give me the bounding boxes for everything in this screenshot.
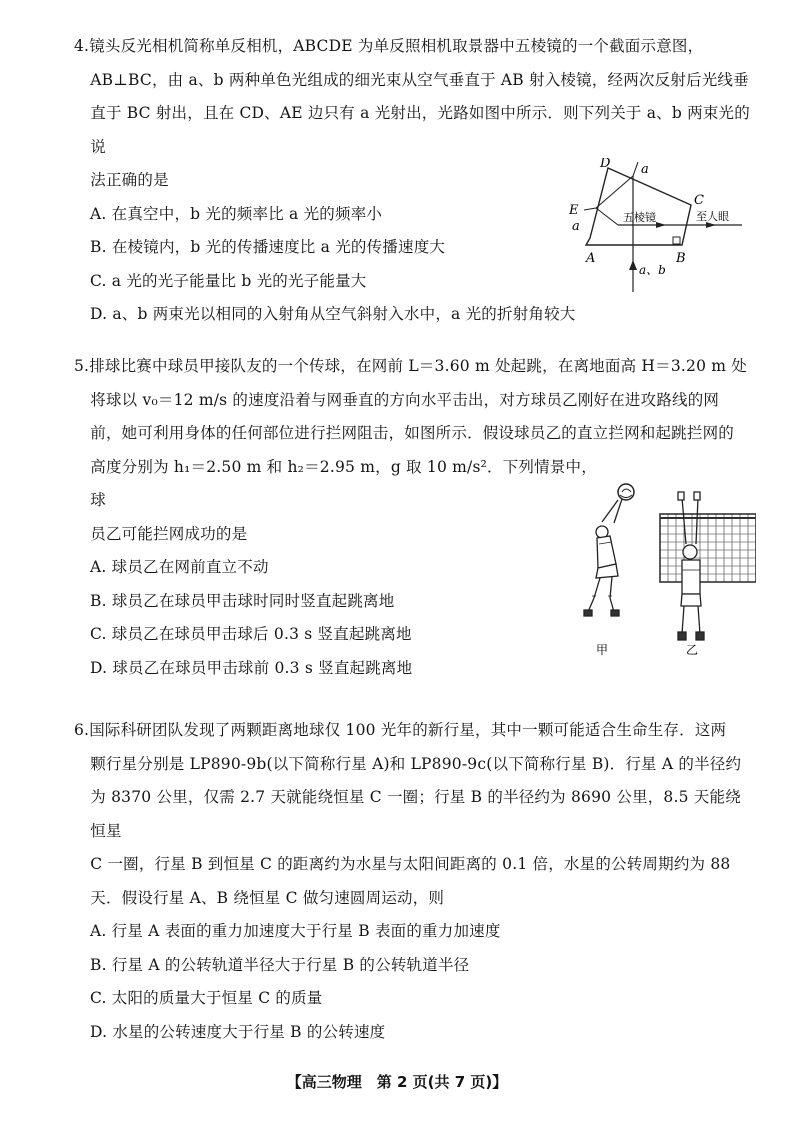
q6-line-4: C 一圈，行星 B 到恒星 C 的距离约为水星与太阳间距离的 0.1 倍，水星的公转周期约为 88 [90,855,731,873]
exit-arrow-inner [656,222,666,228]
q6-option-a[interactable]: A. 行星 A 表面的重力加速度大于行星 B 表面的重力加速度 [90,922,501,940]
q6-line-2: 颗行星分别是 LP890-9b(以下简称行星 A)和 LP890-9c(以下简称行星 B)．行星 A 的半径约 [90,754,742,773]
q6-line-3: 为 8370 公里，仅需 2.7 天就能绕恒星 C 一圈；行星 B 的半径约为 8690 公里，8.5 天能绕恒星 [90,788,741,840]
pentaprism-diagram [556,158,746,298]
q5-line-1: 5.排球比赛中球员甲接队友的一个传球，在网前 L＝3.60 m 处起跳，在离地面高 H＝3.20 m 处 [74,357,747,375]
label-a: A [586,251,596,266]
q6-option-b[interactable]: B. 行星 A 的公转轨道半径大于行星 B 的公转轨道半径 [90,955,470,974]
page-footer: 【高三物理 第 2 页(共 7 页)】 [286,1073,508,1091]
q4-line-3: 直于 BC 射出，且在 CD、AE 边只有 a 光射出，光路如图中所示．则下列关于 a、b 两束光的说 [90,104,750,156]
q4-line-1: 4.镜头反光相机简称单反相机，ABCDE 为单反照相机取景器中五棱镜的一个截面示意图， [74,37,704,55]
q4-line-2: AB⊥BC，由 a、b 两种单色光组成的细光束从空气垂直于 AB 射入棱镜，经两次反射后光线垂 [90,70,749,89]
reflected-ray-2 [596,208,618,225]
label-a-left: a [572,219,580,234]
incident-arrow [629,260,637,270]
q5-option-b[interactable]: B. 球员乙在球员甲击球时同时竖直起跳离地 [90,591,395,610]
q5-option-a[interactable]: A. 球员乙在网前直立不动 [90,558,269,576]
q4-option-c[interactable]: C. a 光的光子能量比 b 光的光子能量大 [90,271,367,290]
label-a-top: a [641,162,649,177]
label-ab: a、b [639,263,666,277]
pentaprism-outline [586,168,691,245]
volleyball-net [660,514,756,582]
label-yi: 乙 [686,643,699,657]
q5-option-d[interactable]: D. 球员乙在球员甲击球前 0.3 s 竖直起跳离地 [90,658,413,677]
a-exit-ray-top [633,162,638,176]
q6-line-5: 天．假设行星 A、B 绕恒星 C 做匀速圆周运动，则 [90,888,445,907]
q5-line-5: 员乙可能拦网成功的是 [90,524,248,543]
label-d: D [600,158,611,171]
q5-line-3: 前，她可利用身体的任何部位进行拦网阻击，如图所示．假设球员乙的直立拦网和起跳拦网的 [90,424,734,442]
label-pentaprism: 五棱镜 [623,211,656,224]
q4-line-4: 法正确的是 [90,171,169,189]
player-jia-figure [584,484,634,616]
q4-option-d[interactable]: D. a、b 两束光以相同的入射角从空气斜射入水中，a 光的折射角较大 [90,305,576,323]
q4-option-b[interactable]: B. 在棱镜内，b 光的传播速度比 a 光的传播速度大 [90,238,446,256]
q6-option-d[interactable]: D. 水星的公转速度大于行星 B 的公转速度 [90,1022,386,1041]
label-e: E [569,203,579,218]
question-6 [74,714,754,1049]
label-to-eye: 至人眼 [696,210,729,223]
label-b: B [676,251,686,266]
label-c: C [694,193,704,208]
q5-line-2: 将球以 v₀＝12 m/s 的速度沿着与网垂直的方向水平击出，对方球员乙刚好在进攻路线的网 [90,390,720,409]
q6-line-1: 6.国际科研团队发现了两颗距离地球仅 100 光年的新行星，其中一颗可能适合生命生存．这两 [74,721,727,739]
q6-option-c[interactable]: C. 太阳的质量大于恒星 C 的质量 [90,989,323,1007]
q5-option-c[interactable]: C. 球员乙在球员甲击球后 0.3 s 竖直起跳离地 [90,625,412,643]
q4-option-a[interactable]: A. 在真空中，b 光的频率比 a 光的频率小 [90,204,383,223]
right-angle-mark [673,237,680,244]
q5-line-4: 高度分别为 h₁＝2.50 m 和 h₂＝2.95 m，g 取 10 m/s²．下列情景中，球 [90,457,597,509]
volleyball-figure [572,478,756,660]
a-exit-ray-left [584,208,596,210]
label-jia: 甲 [596,643,609,657]
